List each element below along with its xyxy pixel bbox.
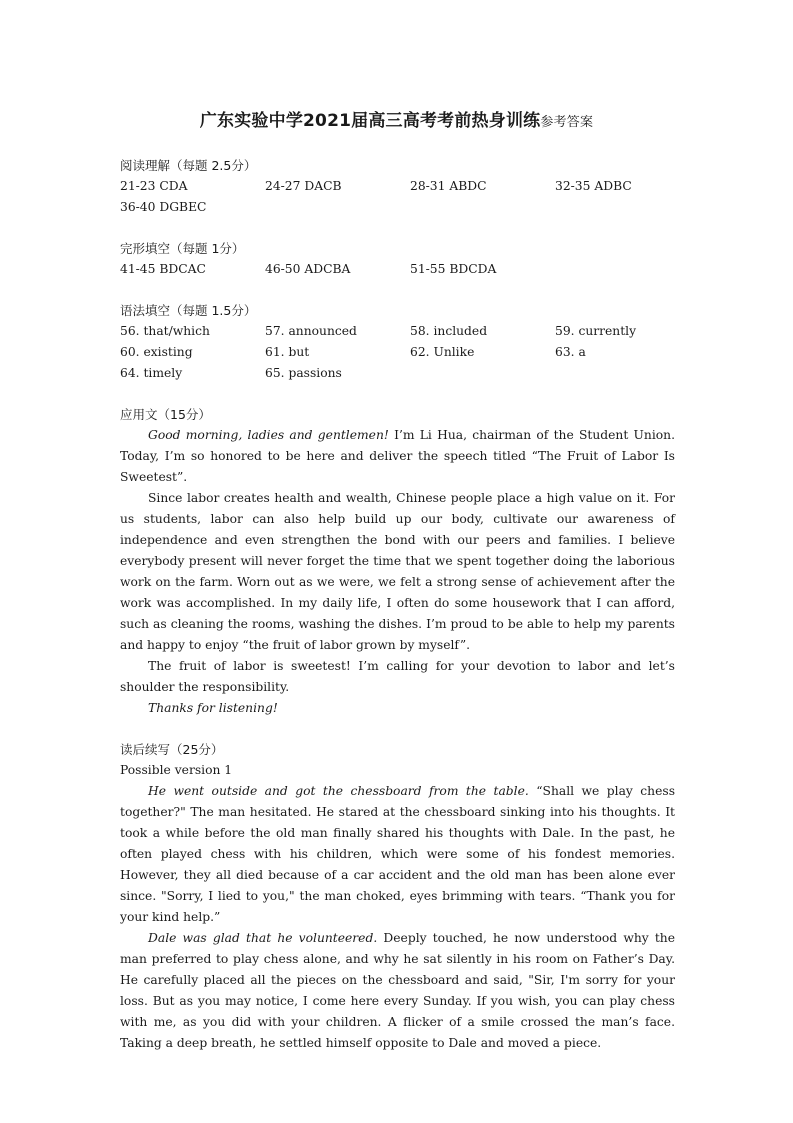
answer-item: 46-50 ADCBA (265, 262, 351, 276)
title-suffix: 参考答案 (540, 115, 594, 130)
reading-heading: 阅读理解（每题 2.5分） (120, 158, 257, 173)
continuation-lead-1: He went outside and got the chessboard from the table. (148, 784, 529, 798)
continuation-heading: 读后续写（25分） (120, 742, 224, 757)
answer-item: 60. existing (120, 345, 193, 359)
answer-item: 21-23 CDA (120, 179, 188, 193)
answer-content (120, 155, 675, 1054)
answer-item: 24-27 DACB (265, 179, 342, 193)
answer-item: 62. Unlike (410, 345, 475, 359)
answer-item: 51-55 BDCDA (410, 262, 497, 276)
answer-item: 64. timely (120, 366, 183, 380)
answer-item: 57. announced (265, 324, 357, 338)
grammar-heading: 语法填空（每题 1.5分） (120, 303, 257, 318)
answer-item: 28-31 ABDC (410, 179, 487, 193)
essay-paragraph-1 (120, 425, 675, 488)
page-title (0, 106, 793, 131)
cloze-answers (120, 259, 675, 280)
answer-item: 63. a (555, 345, 586, 359)
continuation-paragraph-1 (120, 781, 675, 928)
answer-item: 32-35 ADBC (555, 179, 632, 193)
answer-item: 65. passions (265, 366, 342, 380)
answer-item: 59. currently (555, 324, 637, 338)
reading-answers (120, 176, 675, 218)
essay-paragraph-3: The fruit of labor is sweetest! I’m calling for your devotion to labor and let’s shoulder the responsibility. (120, 659, 675, 694)
answer-item: 56. that/which (120, 324, 210, 338)
continuation-lead-2: Dale was glad that he volunteered. (148, 931, 378, 945)
essay-paragraph-4 (120, 698, 675, 719)
answer-item: 41-45 BDCAC (120, 262, 206, 276)
answer-item: 58. included (410, 324, 488, 338)
answer-item: 36-40 DGBEC (120, 200, 207, 214)
cloze-heading: 完形填空（每题 1分） (120, 241, 245, 256)
continuation-text-2: Deeply touched, he now understood why the man preferred to play chess alone, and why he sat silently in his room on Father’s Day. He carefully placed all the pieces on the chessboard and said, "Sir, I'm sorry for your loss. But as you may notice, I come here every Sunday. If you wish, you can play chess with me, as you did with your children. A flicker of a smile crossed the man’s face. Taking a deep breath, he settled himself opposite to Dale and moved a piece. (120, 931, 676, 1050)
essay-greeting: Good morning, ladies and gentlemen! (148, 428, 389, 442)
essay-closing: Thanks for listening! (148, 701, 278, 715)
continuation-paragraph-2 (120, 928, 675, 1054)
continuation-text-1: “Shall we play chess together?" The man hesitated. He stared at the chessboard sinking into his thoughts. It took a while before the old man finally shared his thoughts with Dale. In the past, he often played chess with his children, which were some of his fondest memories. However, they all died because of a car accident and the old man has been alone ever since. "Sorry, I lied to you," the man choked, eyes brimming with tears. “Thank you for your kind help.” (120, 784, 676, 924)
grammar-answers (120, 321, 675, 384)
essay-intro: I’m Li Hua, chairman of the Student Union. Today, I’m so honored to be here and deliver the speech titled “The Fruit of Labor Is Sweetest”. (120, 428, 675, 484)
title-main: 广东实验中学2021届高三高考考前热身训练 (199, 111, 541, 131)
essay-heading: 应用文（15分） (120, 407, 211, 422)
answer-item: 61. but (265, 345, 310, 359)
version-label: Possible version 1 (120, 763, 233, 777)
essay-paragraph-2: Since labor creates health and wealth, Chinese people place a high value on it. For us students, labor can also help build up our body, cultivate our awareness of independence and even strengthen the bond with our peers and families. I believe everybody present will never forget the time that we spent together doing the laborious work on the farm. Worn out as we were, we felt a strong sense of achievement after the work was accomplished. In my daily life, I often do some housework that I can afford, such as cleaning the rooms, washing the dishes. I’m proud to be able to help my parents and happy to enjoy “the fruit of labor grown by myself”. (120, 491, 675, 652)
